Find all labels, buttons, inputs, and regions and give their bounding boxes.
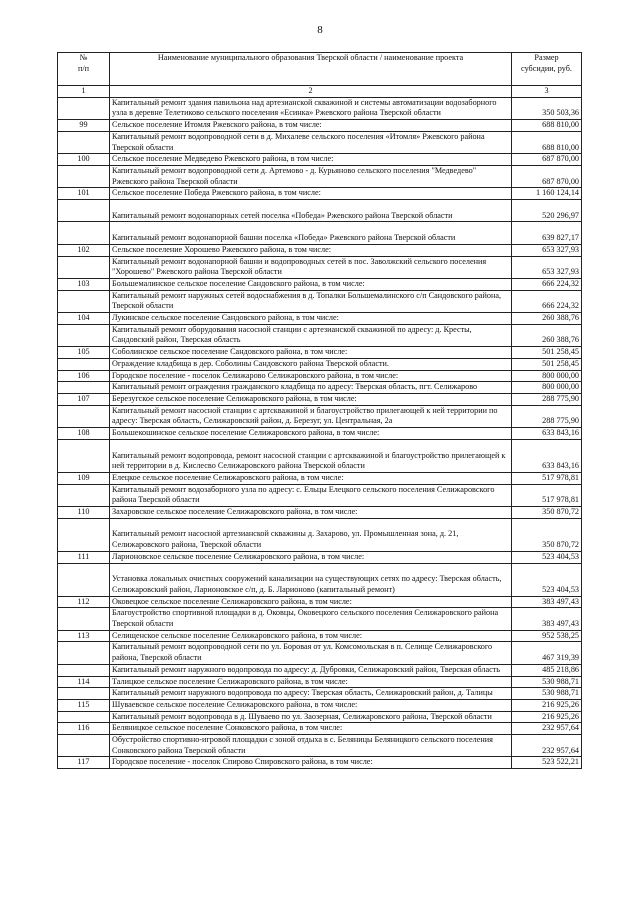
row-description: Капитальный ремонт наружного водопровода по адресу: д. Дубровки, Селижаровский район, Тверская область bbox=[110, 664, 512, 676]
row-number: 105 bbox=[58, 347, 110, 359]
row-description: Капитальный ремонт наружных сетей водоснабжения в д. Топалки Большемалинского с/п Сандовского района, Тверской области bbox=[110, 290, 512, 312]
row-number bbox=[58, 131, 110, 153]
table-row bbox=[58, 757, 582, 769]
row-number: 107 bbox=[58, 393, 110, 405]
table-row bbox=[58, 723, 582, 735]
row-amount: 952 538,25 bbox=[512, 630, 582, 642]
table-row bbox=[58, 630, 582, 642]
row-description: Талицкое сельское поселение Селижаровского района, в том числе: bbox=[110, 676, 512, 688]
table-row bbox=[58, 608, 582, 630]
row-description: Лукинское сельское поселение Сандовского района, в том числе: bbox=[110, 313, 512, 325]
row-amount: 288 775,90 bbox=[512, 393, 582, 405]
table-row bbox=[58, 154, 582, 166]
row-number: 108 bbox=[58, 428, 110, 440]
table-row bbox=[58, 596, 582, 608]
row-number bbox=[58, 324, 110, 346]
table-row bbox=[58, 131, 582, 153]
row-amount: 517 978,81 bbox=[512, 484, 582, 506]
row-description: Елецкое сельское поселение Селижаровского района, в том числе: bbox=[110, 472, 512, 484]
row-amount: 260 388,76 bbox=[512, 313, 582, 325]
row-number bbox=[58, 563, 110, 596]
row-number: 109 bbox=[58, 472, 110, 484]
row-number: 114 bbox=[58, 676, 110, 688]
row-number: 111 bbox=[58, 551, 110, 563]
row-number bbox=[58, 608, 110, 630]
row-amount: 350 870,72 bbox=[512, 507, 582, 519]
column-number-row bbox=[58, 86, 582, 98]
table-row bbox=[58, 370, 582, 382]
row-amount: 501 258,45 bbox=[512, 358, 582, 370]
table-row bbox=[58, 120, 582, 132]
row-number: 104 bbox=[58, 313, 110, 325]
table-row bbox=[58, 97, 582, 119]
row-description: Городское поселение - поселок Селижарово Селижаровского района, в том числе: bbox=[110, 370, 512, 382]
row-description: Капитальный ремонт водонапорной башни и водопроводных сетей в пос. Заволжский сельского поселения "Хорошево" Ржевского района Тверской области bbox=[110, 256, 512, 278]
row-description: Капитальный ремонт водопровода, ремонт насосной станции с артскважиной и благоустройство прилегающей к ней территории в д. Кислесво Селижаровского района Тверской области bbox=[110, 439, 512, 472]
table-row bbox=[58, 324, 582, 346]
row-number bbox=[58, 382, 110, 394]
row-number bbox=[58, 222, 110, 244]
row-number: 102 bbox=[58, 244, 110, 256]
row-description: Городское поселение - поселок Спирово Спировского района, в том числе: bbox=[110, 757, 512, 769]
table-row bbox=[58, 688, 582, 700]
column-number: 3 bbox=[512, 86, 582, 98]
table-row bbox=[58, 256, 582, 278]
row-amount: 216 925,26 bbox=[512, 699, 582, 711]
table-row bbox=[58, 518, 582, 551]
row-description: Большекошинское сельское поселение Селижаровского района, в том числе: bbox=[110, 428, 512, 440]
row-amount: 523 404,53 bbox=[512, 551, 582, 563]
row-amount: 800 000,00 bbox=[512, 382, 582, 394]
row-number: 100 bbox=[58, 154, 110, 166]
row-amount: 288 775,90 bbox=[512, 405, 582, 427]
row-amount: 800 000,00 bbox=[512, 370, 582, 382]
row-number: 101 bbox=[58, 188, 110, 200]
row-number: 103 bbox=[58, 278, 110, 290]
row-amount: 633 843,16 bbox=[512, 428, 582, 440]
row-description: Захаровское сельское поселение Селижаровского района, в том числе: bbox=[110, 507, 512, 519]
row-description: Оковецкое сельское поселение Селижаровского района, в том числе: bbox=[110, 596, 512, 608]
row-description: Ограждение кладбища в дер. Соболины Сандовского района Тверской области. bbox=[110, 358, 512, 370]
header-row bbox=[58, 53, 582, 86]
row-description: Капитальный ремонт оборудования насосной станции с артезианской скважиной по адресу: д. Кресты, Сандовский район, Тверская область bbox=[110, 324, 512, 346]
row-amount: 639 827,17 bbox=[512, 222, 582, 244]
header-name: Наименование муниципального образования Тверской области / наименование проекта bbox=[110, 53, 512, 86]
row-amount: 653 327,93 bbox=[512, 244, 582, 256]
row-amount: 530 988,71 bbox=[512, 676, 582, 688]
row-description: Капитальный ремонт водопровода в д. Шуваево по ул. Заозерная, Селижаровского района, Тверской области bbox=[110, 711, 512, 723]
row-description: Ларионовское сельское поселение Селижаровского района, в том числе: bbox=[110, 551, 512, 563]
row-description: Капитальный ремонт водозаборного узла по адресу: с. Ельцы Елецкого сельского поселения Селижаровского района Тверской области bbox=[110, 484, 512, 506]
row-description: Сельское поселение Медведево Ржевского района, в том числе: bbox=[110, 154, 512, 166]
row-number: 112 bbox=[58, 596, 110, 608]
row-amount: 653 327,93 bbox=[512, 256, 582, 278]
row-number bbox=[58, 165, 110, 187]
row-number bbox=[58, 642, 110, 664]
table-row bbox=[58, 711, 582, 723]
row-amount: 383 497,43 bbox=[512, 608, 582, 630]
row-description: Сельское поселение Хорошево Ржевского района, в том числе: bbox=[110, 244, 512, 256]
table-row bbox=[58, 699, 582, 711]
row-number: 106 bbox=[58, 370, 110, 382]
row-amount: 1 160 124,14 bbox=[512, 188, 582, 200]
row-description: Обустройство спортивно-игровой площадки с зоной отдыха в с. Беляницы Беляницкого сельского поселения Сонковского района Тверской области bbox=[110, 735, 512, 757]
row-number bbox=[58, 405, 110, 427]
table-row bbox=[58, 290, 582, 312]
row-amount: 687 870,00 bbox=[512, 154, 582, 166]
row-description: Селищенское сельское поселение Селижаровского района, в том числе: bbox=[110, 630, 512, 642]
row-amount: 350 870,72 bbox=[512, 518, 582, 551]
table-row bbox=[58, 347, 582, 359]
table-row bbox=[58, 563, 582, 596]
subsidy-table bbox=[57, 52, 582, 769]
table-row bbox=[58, 507, 582, 519]
header-number: № п/п bbox=[58, 53, 110, 86]
row-description: Капитальный ремонт здания павильона над артезианской скважиной и системы автоматизации водозаборного узла в деревне Телетиково сельского поселения «Есинка» Ржевского района Тверской области bbox=[110, 97, 512, 119]
row-number bbox=[58, 358, 110, 370]
row-number: 110 bbox=[58, 507, 110, 519]
row-number bbox=[58, 518, 110, 551]
row-amount: 232 957,64 bbox=[512, 735, 582, 757]
row-number bbox=[58, 484, 110, 506]
row-description: Сельское поселение Итомля Ржевского района, в том числе: bbox=[110, 120, 512, 132]
row-description: Капитальный ремонт насосной артезианской скважины д. Захарово, ул. Промышленная зона, д. 21, Селижаровского района, Тверской области bbox=[110, 518, 512, 551]
row-number bbox=[58, 290, 110, 312]
row-amount: 688 810,00 bbox=[512, 120, 582, 132]
table-row bbox=[58, 278, 582, 290]
row-number bbox=[58, 200, 110, 222]
table-row bbox=[58, 439, 582, 472]
row-number: 117 bbox=[58, 757, 110, 769]
table-row bbox=[58, 188, 582, 200]
column-number: 2 bbox=[110, 86, 512, 98]
row-description: Большемалинское сельское поселение Сандовского района, в том числе: bbox=[110, 278, 512, 290]
table-row bbox=[58, 642, 582, 664]
row-description: Благоустройство спортивной площадки в д. Оковцы, Оковецкого сельского поселения Селижаровского района Тверской области bbox=[110, 608, 512, 630]
header-amount: Размер субсидии, руб. bbox=[512, 53, 582, 86]
row-amount: 260 388,76 bbox=[512, 324, 582, 346]
row-description: Капитальный ремонт водонапорных сетей поселка «Победа» Ржевского района Тверской области bbox=[110, 200, 512, 222]
row-amount: 216 925,26 bbox=[512, 711, 582, 723]
table-row bbox=[58, 222, 582, 244]
row-number bbox=[58, 439, 110, 472]
row-description: Установка локальных очистных сооружений канализации на существующих сетях по адресу: Тверская область, Селижаровский район, Ларионовское с/п, д. Б. Ларионово (капитальный ремонт) bbox=[110, 563, 512, 596]
table-row bbox=[58, 428, 582, 440]
table-row bbox=[58, 405, 582, 427]
row-amount: 666 224,32 bbox=[512, 290, 582, 312]
row-description: Капитальный ремонт наружного водопровода по адресу: Тверская область, Селижаровский район, д. Талицы bbox=[110, 688, 512, 700]
row-number bbox=[58, 711, 110, 723]
row-amount: 517 978,81 bbox=[512, 472, 582, 484]
row-number bbox=[58, 735, 110, 757]
row-number bbox=[58, 256, 110, 278]
table-row bbox=[58, 676, 582, 688]
row-description: Шуваевское сельское поселение Селижаровского района, в том числе: bbox=[110, 699, 512, 711]
row-amount: 530 988,71 bbox=[512, 688, 582, 700]
row-number bbox=[58, 688, 110, 700]
row-amount: 688 810,00 bbox=[512, 131, 582, 153]
row-amount: 350 503,36 bbox=[512, 97, 582, 119]
table-row bbox=[58, 735, 582, 757]
row-description: Сельское поселение Победа Ржевского района, в том числе: bbox=[110, 188, 512, 200]
row-description: Березугское сельское поселение Селижаровского района, в том числе: bbox=[110, 393, 512, 405]
table-row bbox=[58, 393, 582, 405]
row-amount: 485 218,86 bbox=[512, 664, 582, 676]
row-number bbox=[58, 97, 110, 119]
row-number bbox=[58, 664, 110, 676]
row-number: 99 bbox=[58, 120, 110, 132]
table-row bbox=[58, 382, 582, 394]
row-amount: 523 404,53 bbox=[512, 563, 582, 596]
table-row bbox=[58, 358, 582, 370]
row-description: Капитальный ремонт водонапорной башни поселка «Победа» Ржевского района Тверской области bbox=[110, 222, 512, 244]
row-amount: 523 522,21 bbox=[512, 757, 582, 769]
row-amount: 501 258,45 bbox=[512, 347, 582, 359]
row-amount: 383 497,43 bbox=[512, 596, 582, 608]
table-row bbox=[58, 244, 582, 256]
row-amount: 232 957,64 bbox=[512, 723, 582, 735]
row-number: 116 bbox=[58, 723, 110, 735]
row-amount: 520 296,97 bbox=[512, 200, 582, 222]
table-row bbox=[58, 200, 582, 222]
row-amount: 633 843,16 bbox=[512, 439, 582, 472]
column-number: 1 bbox=[58, 86, 110, 98]
row-amount: 467 319,39 bbox=[512, 642, 582, 664]
table-row bbox=[58, 551, 582, 563]
row-amount: 666 224,32 bbox=[512, 278, 582, 290]
row-description: Беляницкое сельское поселение Сонковского района, в том числе: bbox=[110, 723, 512, 735]
table-row bbox=[58, 472, 582, 484]
row-number: 113 bbox=[58, 630, 110, 642]
row-description: Капитальный ремонт насосной станции с артскважиной и благоустройство прилегающей к ней территории по адресу: Тверская область, Селижаровский район, д. Березуг, ул. Центральная, 2а bbox=[110, 405, 512, 427]
row-description: Капитальный ремонт водопроводной сети в д. Михалеве сельского поселения «Итомля» Ржевского района Тверской области bbox=[110, 131, 512, 153]
table-row bbox=[58, 165, 582, 187]
page-number: 8 bbox=[317, 24, 323, 36]
table-row bbox=[58, 484, 582, 506]
row-number: 115 bbox=[58, 699, 110, 711]
row-amount: 687 870,00 bbox=[512, 165, 582, 187]
row-description: Капитальный ремонт водопроводной сети по ул. Боровая от ул. Комсомольская в п. Селище Селижаровского района, Тверской области bbox=[110, 642, 512, 664]
table-row bbox=[58, 313, 582, 325]
row-description: Капитальный ремонт водопроводной сети д. Артемово - д. Курьяново сельского поселения "Медведево" Ржевского района Тверской области bbox=[110, 165, 512, 187]
row-description: Соболинское сельское поселение Сандовского района, в том числе: bbox=[110, 347, 512, 359]
table-row bbox=[58, 664, 582, 676]
row-description: Капитальный ремонт ограждения гражданского кладбища по адресу: Тверская область, пгт. Селижарово bbox=[110, 382, 512, 394]
